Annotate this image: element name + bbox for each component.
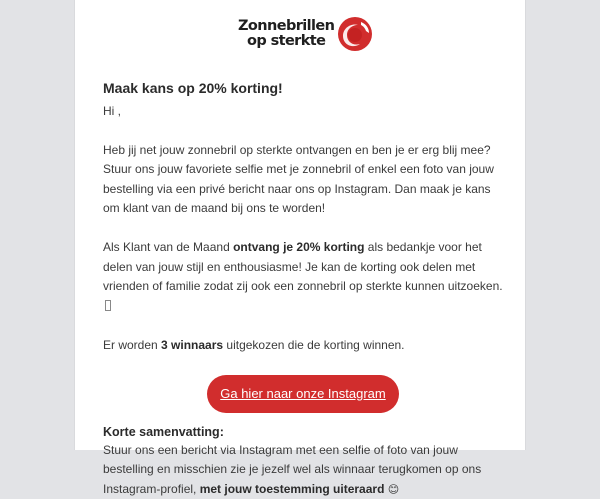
missing-emoji-icon <box>105 300 111 311</box>
intro-paragraph: Heb jij net jouw zonnebril op sterkte ontvangen en ben je er erg blij mee? Stuur ons jouw favoriete selfie met je zonnebril of enkel een foto van jouw bestelling via een privé bericht naar ons op Instagram. Dan maak je kans om klant van de maand bij ons te worden! <box>103 141 503 219</box>
greeting: Hi , <box>103 102 503 122</box>
summary-paragraph: Stuur ons een bericht via Instagram met een selfie of foto van jouw bestelling en misschien zie je jezelf wel als winnaar terugkomen op ons Instagram-profiel, met jouw toestemming uiteraard 😊 <box>103 441 503 499</box>
brand-name <box>238 19 334 49</box>
winners-paragraph: Er worden 3 winnaars uitgekozen die de korting winnen. <box>103 336 503 356</box>
summary-title: Korte samenvatting: <box>103 424 503 441</box>
brand-sunglasses-icon <box>337 16 373 52</box>
brand-name-line2: op sterkte <box>238 34 334 49</box>
email-title: Maak kans op 20% korting! <box>103 79 503 97</box>
reward-paragraph: Als Klant van de Maand ontvang je 20% korting als bedankje voor het delen van jouw stijl en enthousiasme! Je kan de korting ook delen met vrienden of familie zodat zij ook een zonnebril op sterkte kunnen uitzoeken. <box>103 238 503 316</box>
email-card <box>74 0 526 450</box>
email-body <box>103 79 503 499</box>
brand-logo[interactable] <box>238 14 373 54</box>
smile-emoji-icon: 😊 <box>388 483 399 496</box>
brand-name-line1: Zonnebrillen <box>238 19 334 34</box>
cta-container <box>103 375 503 413</box>
instagram-cta-button[interactable]: Ga hier naar onze Instagram <box>207 375 398 413</box>
